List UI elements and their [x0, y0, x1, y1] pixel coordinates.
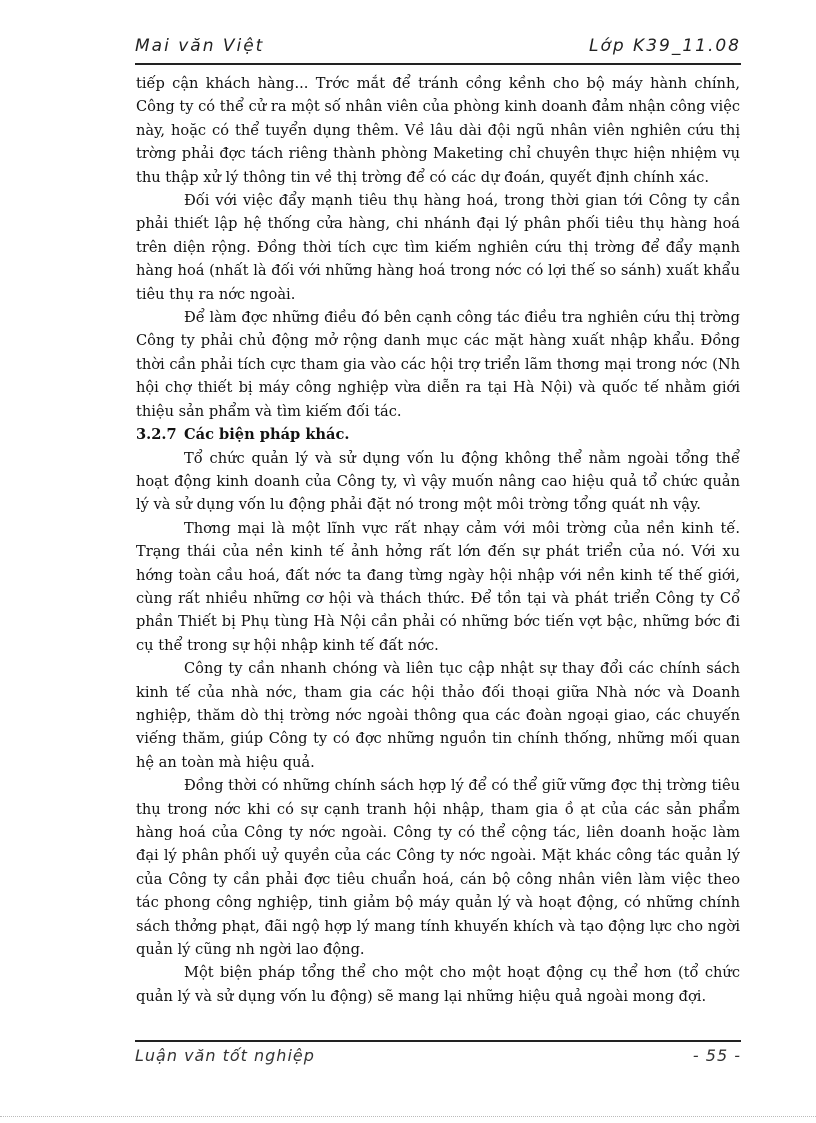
paragraph-2: Đối với việc đẩy mạnh tiêu thụ hàng hoá, trong thời gian tới Công ty cần phải thiết lập hệ thống cửa hàng, chi nhánh đại lý phân phối tiêu thụ hàng hoá trên diện rộng. Đồng thời tích cực tìm kiếm nghiên cứu thị trờng để đẩy mạnh hàng hoá (nhất là đối với những hàng hoá trong nớc có lợi thế so sánh) xuất khẩu tiêu thụ ra nớc ngoài.	[136, 192, 740, 303]
paragraph-4: Tổ chức quản lý và sử dụng vốn lu động không thể nằm ngoài tổng thể hoạt động kinh doanh của Công ty, vì vậy muốn nâng cao hiệu quả tổ chức quản lý và sử dụng vốn lu động phải đặt nó trong một môi trờng tổng quát nh vậy.	[136, 449, 740, 514]
section-heading	[136, 423, 740, 446]
page-body	[136, 72, 740, 1008]
header-divider	[135, 63, 741, 65]
section-title: Các biện pháp khác.	[184, 426, 350, 444]
section-number: 3.2.7	[136, 426, 177, 444]
page-number: - 55 -	[692, 1046, 741, 1065]
header-class: Lớp K39_11.08	[588, 36, 741, 56]
paragraph-1: tiếp cận khách hàng... Trớc mắt để tránh cồng kềnh cho bộ máy hành chính, Công ty có thể cử ra một số nhân viên của phòng kinh doanh đảm nhận công việc này, hoặc có thể tuyển dụng thêm. Về lâu dài đội ngũ nhân viên nghiên cứu thị trờng phải đợc tách riêng thành phòng Maketing chỉ chuyên thực hiện nhiệm vụ thu thập xử lý thông tin về thị trờng để có các dự đoán, quyết định chính xác.	[136, 75, 740, 186]
page-footer	[135, 1046, 741, 1072]
page-bottom-edge	[0, 1116, 816, 1117]
paragraph-6: Công ty cần nhanh chóng và liên tục cập nhật sự thay đổi các chính sách kinh tế của nhà nớc, tham gia các hội thảo đối thoại giữa Nhà nớc và Doanh nghiệp, thăm dò thị trờng nớc ngoài thông qua các đoàn ngoại giao, các chuyến viếng thăm, giúp Công ty có đợc những nguồn tin chính thống, những mối quan hệ an toàn mà hiệu quả.	[136, 660, 740, 771]
footer-divider	[135, 1040, 741, 1042]
page-header	[135, 36, 741, 64]
footer-title: Luận văn tốt nghiệp	[135, 1046, 315, 1065]
paragraph-3: Để làm đợc những điều đó bên cạnh công tác điều tra nghiên cứu thị trờng Công ty phải chủ động mở rộng danh mục các mặt hàng xuất nhập khẩu. Đồng thời cần phải tích cực tham gia vào các hội trợ triển lãm thơng mại trong nớc (Nh hội chợ thiết bị máy công nghiệp vừa diễn ra tại Hà Nội) và quốc tế nhằm giới thiệu sản phẩm và tìm kiếm đối tác.	[136, 309, 740, 420]
paragraph-5: Thơng mại là một lĩnh vực rất nhạy cảm với môi trờng của nền kinh tế. Trạng thái của nền kinh tế ảnh hởng rất lớn đến sự phát triển của nó. Với xu hớng toàn cầu hoá, đất nớc ta đang từng ngày hội nhập với nền kinh tế thế giới, cùng rất nhiều những cơ hội và thách thức. Để tồn tại và phát triển Công ty Cổ phần Thiết bị Phụ tùng Hà Nội cần phải có những bớc tiến vợt bậc, những bớc đi cụ thể trong sự hội nhập kinh tế đất nớc.	[136, 519, 740, 654]
paragraph-7: Đồng thời có những chính sách hợp lý để có thể giữ vững đợc thị trờng tiêu thụ trong nớc khi có sự cạnh tranh hội nhập, tham gia ồ ạt của các sản phẩm hàng hoá của Công ty nớc ngoài. Công ty có thể cộng tác, liên doanh hoặc làm đại lý phân phối uỷ quyền của các Công ty nớc ngoài. Mặt khác công tác quản lý của Công ty cần phải đợc tiêu chuẩn hoá, cán bộ công nhân viên làm việc theo tác phong công nghiệp, tinh giảm bộ máy quản lý và hoạt động, có những chính sách thởng phạt, đãi ngộ hợp lý mang tính khuyến khích và tạo động lực cho ngời quản lý cũng nh ngời lao động.	[136, 777, 741, 959]
paragraph-8: Một biện pháp tổng thể cho một cho một hoạt động cụ thể hơn (tổ chức quản lý và sử dụng vốn lu động) sẽ mang lại những hiệu quả ngoài mong đợi.	[136, 964, 740, 1005]
header-author: Mai văn Việt	[135, 36, 265, 56]
